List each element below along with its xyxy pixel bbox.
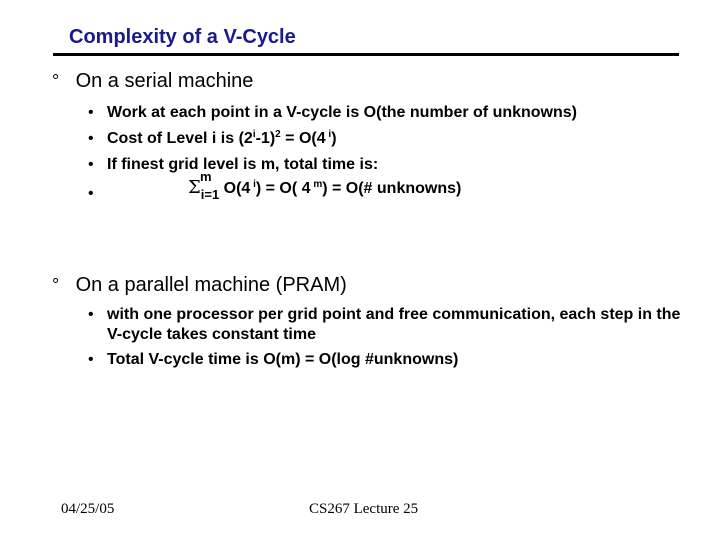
bullet-cost-of-level	[88, 129, 688, 149]
bullet-dot-icon: •	[88, 130, 94, 147]
slide-title: Complexity of a V-Cycle	[69, 26, 296, 48]
text-part: )	[331, 130, 337, 147]
formula-equals-2: ) = O(# unknowns)	[322, 180, 462, 197]
title-underline	[53, 53, 679, 56]
bullet-dot-icon: •	[88, 156, 94, 173]
text-part: = O(4	[280, 130, 326, 147]
bullet-text	[107, 129, 688, 149]
bullet-dot-icon: •	[88, 351, 94, 368]
superscript: m	[310, 179, 323, 190]
sigma-symbol: Σ	[188, 177, 201, 198]
superscript: i	[250, 179, 256, 190]
formula-equals-1: ) = O( 4	[255, 180, 311, 197]
bullet-text: Work at each point in a V-cycle is O(the number of unknowns)	[107, 104, 577, 121]
superscript: 2	[275, 129, 281, 140]
bullet-text: with one processor per grid point and free communication, each step in the V-cycle takes constant time	[107, 306, 681, 343]
bullet-work-per-point	[88, 103, 688, 123]
bullet-total-time	[88, 350, 688, 370]
superscript: i	[252, 129, 256, 140]
bullet-dot-icon: •	[88, 104, 94, 121]
bullet-one-processor	[88, 305, 688, 345]
bullet-dot-icon: •	[88, 306, 94, 323]
bullet-text: If finest grid level is m, total time is:	[107, 156, 379, 173]
formula-term: O(4	[219, 180, 251, 197]
sum-upper-limit: m	[200, 169, 212, 184]
sum-lower-limit: i=1	[200, 187, 220, 202]
section-heading-text: On a parallel machine (PRAM)	[75, 274, 347, 296]
section-serial-heading	[52, 70, 253, 93]
footer-course: CS267 Lecture 25	[309, 501, 419, 517]
superscript: i	[325, 129, 332, 140]
degree-bullet-icon: °	[52, 71, 60, 91]
section-parallel-heading	[52, 274, 347, 297]
bullet-text: Total V-cycle time is O(m) = O(log #unknowns)	[107, 351, 459, 368]
bullet-finest-grid	[88, 155, 688, 175]
text-part: Cost of Level i is (2	[107, 130, 253, 147]
section-heading-text: On a serial machine	[75, 70, 254, 92]
text-part: -1)	[255, 130, 276, 147]
summation-formula	[188, 169, 462, 202]
bullet-dot-icon: •	[88, 185, 94, 202]
degree-bullet-icon: °	[52, 275, 60, 295]
footer-date: 04/25/05	[61, 501, 115, 517]
